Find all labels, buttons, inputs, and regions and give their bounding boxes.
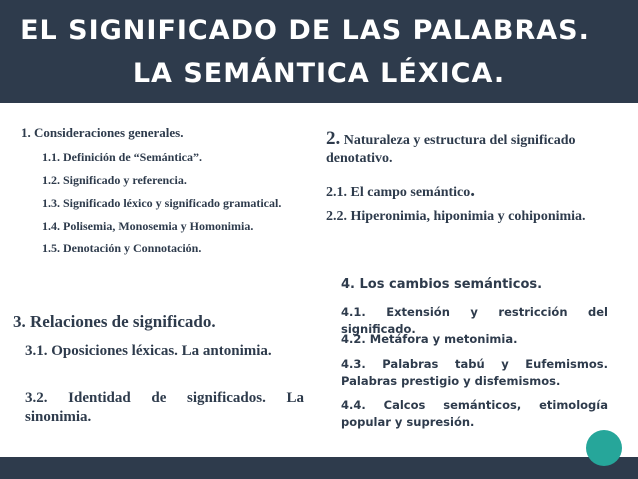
section-2-item-period: . — [470, 180, 476, 201]
section-2-item-text: 2.1. El campo semántico — [326, 185, 471, 200]
section-1-title: Consideraciones generales. — [34, 125, 184, 140]
section-1-item: 1.4. Polisemia, Monosemia y Homonimia. — [42, 219, 254, 233]
section-1-item: 1.2. Significado y referencia. — [42, 173, 187, 187]
slide-title-line-2: LA SEMÁNTICA LÉXICA. — [132, 58, 506, 89]
section-4-item: 4.3. Palabras tabú y Eufemismos. Palabras prestigio y disfemismos. — [341, 357, 608, 388]
section-2-item: 2.2. Hiperonimia, hiponimia y cohiponimia. — [326, 209, 586, 224]
accent-circle — [586, 430, 622, 466]
title-banner — [0, 0, 638, 103]
section-2-item — [326, 180, 475, 202]
section-4-item: 4.1. Extensión y restricción del significado. — [341, 305, 608, 336]
slide-title-line-1: EL SIGNIFICADO DE LAS PALABRAS. — [20, 15, 590, 46]
section-1-item: 1.3. Significado léxico y significado gramatical. — [42, 196, 282, 210]
section-2-title-line-2: denotativo. — [326, 151, 393, 166]
section-4-heading: 4. Los cambios semánticos. — [341, 277, 543, 292]
section-4-item: 4.2. Metáfora y metonimia. — [341, 332, 518, 346]
section-1-number: 1. — [21, 125, 31, 140]
section-1-item: 1.5. Denotación y Connotación. — [42, 241, 202, 255]
section-2-title-line-1: Naturaleza y estructura del significado — [343, 133, 576, 148]
section-2-heading — [326, 128, 576, 150]
section-2-number: 2. — [326, 128, 341, 149]
section-1-item: 1.1. Definición de “Semántica”. — [42, 150, 202, 164]
section-3-item: 3.2. Identidad de significados. La sinonimia. — [25, 390, 304, 425]
section-4-item: 4.4. Calcos semánticos, etimología popular y supresión. — [341, 398, 608, 429]
section-1-heading — [21, 125, 183, 141]
section-3-heading: 3. Relaciones de significado. — [13, 312, 216, 331]
section-3-item: 3.1. Oposiciones léxicas. La antonimia. — [25, 343, 272, 359]
footer-bar — [0, 457, 638, 479]
